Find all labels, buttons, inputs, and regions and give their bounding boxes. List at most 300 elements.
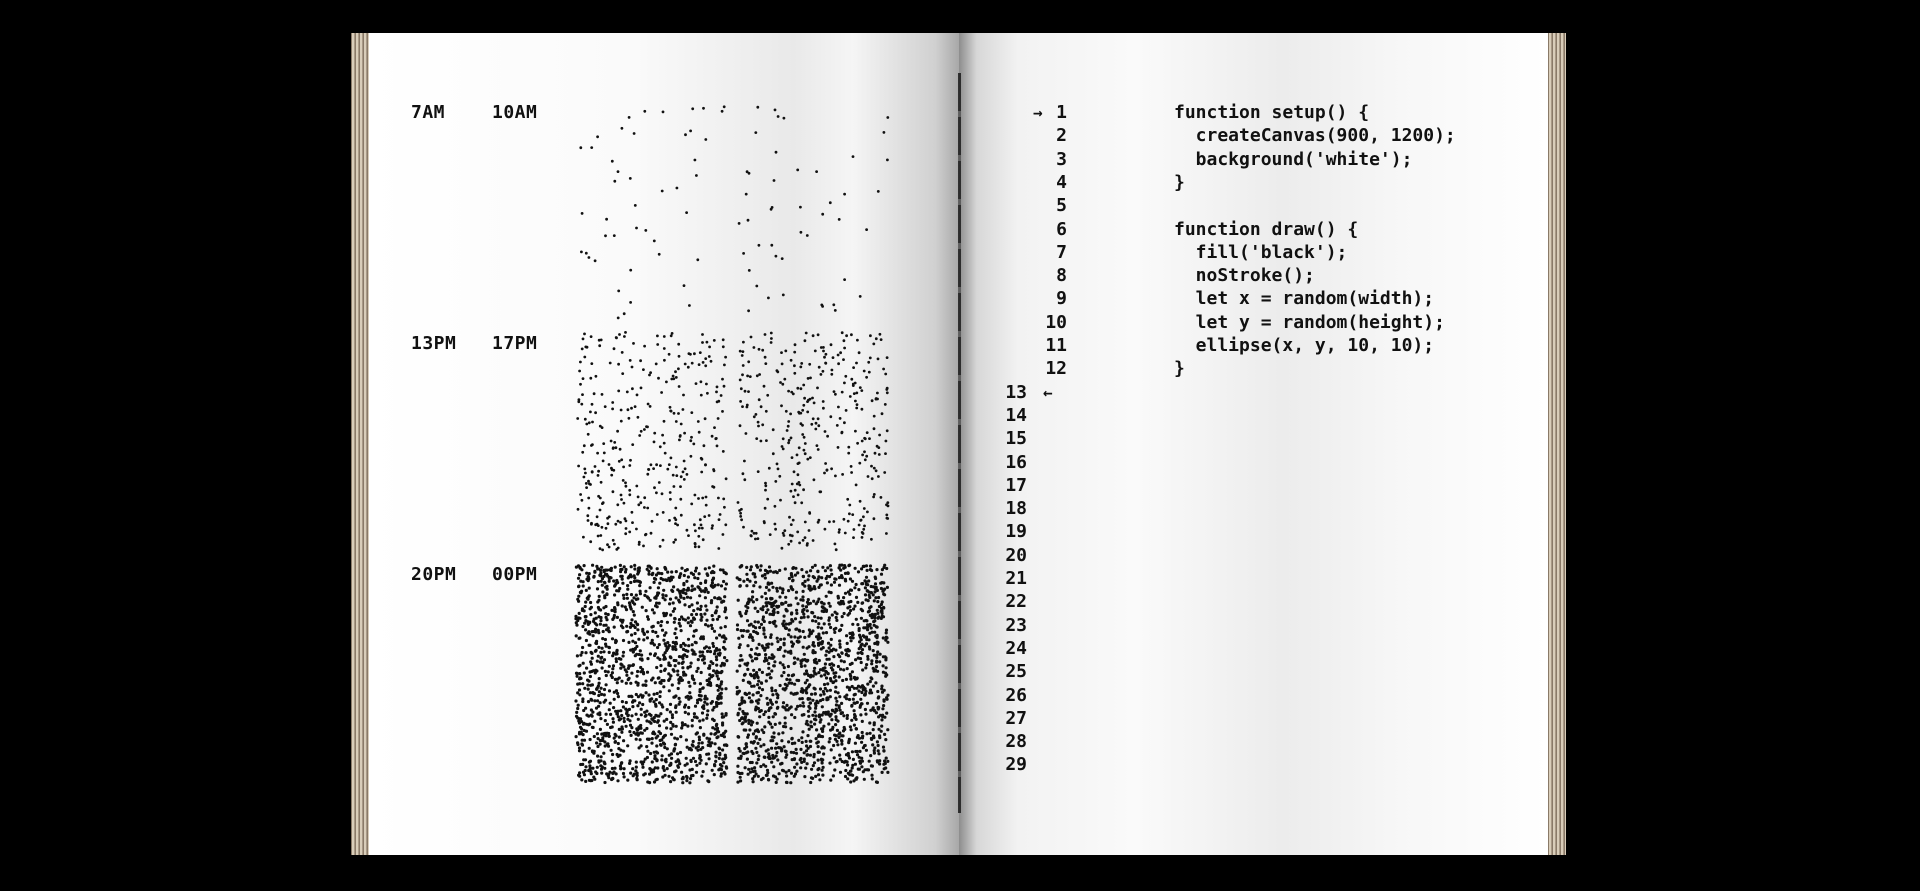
- dot: [876, 690, 879, 693]
- dot: [621, 727, 624, 730]
- dot: [802, 705, 805, 708]
- dot: [598, 595, 601, 598]
- dot: [678, 590, 681, 593]
- dot: [737, 747, 740, 750]
- dot: [796, 169, 799, 172]
- dot: [838, 704, 841, 707]
- dot: [668, 677, 671, 680]
- dot: [577, 600, 580, 603]
- dot: [591, 564, 594, 567]
- dot: [604, 643, 607, 646]
- dot: [757, 691, 760, 694]
- dot: [755, 735, 758, 738]
- dot: [624, 708, 627, 711]
- dot: [638, 434, 641, 437]
- dot: [763, 660, 766, 663]
- dot: [767, 716, 770, 719]
- dot: [635, 766, 638, 769]
- dot: [631, 366, 634, 369]
- dot: [635, 528, 638, 531]
- dot: [785, 781, 788, 784]
- dot: [681, 666, 684, 669]
- dot: [877, 715, 880, 718]
- dot: [841, 615, 844, 618]
- dot: [699, 582, 702, 585]
- dot: [768, 565, 771, 568]
- dot: [757, 775, 760, 778]
- dot: [658, 724, 661, 727]
- dot: [722, 580, 725, 583]
- dot: [603, 762, 606, 765]
- dot: [775, 742, 778, 745]
- dot: [847, 772, 850, 775]
- dot: [755, 413, 758, 416]
- dot: [651, 732, 654, 735]
- dot: [702, 718, 705, 721]
- dot: [673, 412, 676, 415]
- dot: [855, 583, 858, 586]
- dot: [632, 610, 635, 613]
- dot: [878, 453, 881, 456]
- dot: [771, 693, 774, 696]
- dot: [838, 695, 841, 698]
- dot: [849, 636, 852, 639]
- dot: [596, 135, 599, 138]
- dot: [601, 590, 604, 593]
- dot: [620, 714, 623, 717]
- dot: [649, 371, 652, 374]
- dot: [855, 618, 858, 621]
- dot: [790, 490, 793, 493]
- dot: [696, 701, 699, 704]
- dot: [800, 362, 803, 365]
- dot: [798, 629, 801, 632]
- dot: [775, 754, 778, 757]
- dot: [650, 463, 653, 466]
- dot: [620, 663, 623, 666]
- dot: [677, 662, 680, 665]
- dot: [826, 469, 829, 472]
- dot: [796, 705, 799, 708]
- dot: [839, 351, 842, 354]
- dot: [766, 703, 769, 706]
- dot: [612, 447, 615, 450]
- dot: [620, 498, 623, 501]
- dot: [770, 208, 773, 211]
- dot: [711, 570, 714, 573]
- dot: [805, 605, 808, 608]
- dot: [695, 629, 698, 632]
- dot: [577, 400, 580, 403]
- dot: [631, 664, 634, 667]
- dot: [659, 624, 662, 627]
- dot: [816, 444, 819, 447]
- dot: [738, 578, 741, 581]
- dot: [588, 507, 591, 510]
- dot: [625, 527, 628, 530]
- dot: [584, 651, 587, 654]
- dot: [787, 651, 790, 654]
- dot: [615, 446, 618, 449]
- dot: [582, 584, 585, 587]
- dot: [858, 768, 861, 771]
- dot: [870, 659, 873, 662]
- dot: [745, 610, 748, 613]
- dot: [615, 589, 618, 592]
- dot: [741, 716, 744, 719]
- dot: [799, 621, 802, 624]
- dot: [682, 408, 685, 411]
- dot: [649, 768, 652, 771]
- dot: [873, 415, 876, 418]
- dot: [721, 410, 724, 413]
- dot: [597, 705, 600, 708]
- dot: [806, 734, 809, 737]
- dot: [696, 749, 699, 752]
- dot: [804, 442, 807, 445]
- dot: [697, 420, 700, 423]
- dot: [656, 335, 659, 338]
- dot: [811, 397, 814, 400]
- dot: [844, 532, 847, 535]
- dot: [804, 681, 807, 684]
- dot: [617, 547, 620, 550]
- dot: [761, 423, 764, 426]
- dot: [760, 405, 763, 408]
- dot: [819, 637, 822, 640]
- dot: [580, 590, 583, 593]
- dot: [578, 612, 581, 615]
- dot: [849, 600, 852, 603]
- dot: [649, 752, 652, 755]
- dot: [758, 244, 761, 247]
- dot: [628, 531, 631, 534]
- dot: [792, 751, 795, 754]
- dot: [799, 757, 802, 760]
- dot: [851, 685, 854, 688]
- dot: [715, 724, 718, 727]
- dot: [600, 566, 603, 569]
- dot: [645, 691, 648, 694]
- dot: [651, 639, 654, 642]
- dot: [817, 575, 820, 578]
- dot: [795, 597, 798, 600]
- dot: [611, 160, 614, 163]
- dot: [818, 733, 821, 736]
- dot: [588, 747, 591, 750]
- dot: [701, 654, 704, 657]
- dot: [812, 600, 815, 603]
- dot: [787, 674, 790, 677]
- dot: [868, 624, 871, 627]
- dot: [768, 467, 771, 470]
- dot: [811, 566, 814, 569]
- dot: [873, 723, 876, 726]
- dot: [792, 673, 795, 676]
- dot: [787, 622, 790, 625]
- dot: [725, 765, 728, 768]
- dot: [648, 781, 651, 784]
- dot: [706, 392, 709, 395]
- dot: [604, 569, 607, 572]
- dot: [699, 682, 702, 685]
- dot: [693, 352, 696, 355]
- dot: [699, 613, 702, 616]
- dot: [714, 742, 717, 745]
- dot: [592, 776, 595, 779]
- dot: [748, 636, 751, 639]
- dot: [845, 653, 848, 656]
- dot: [649, 586, 652, 589]
- dot: [862, 515, 865, 518]
- dot: [842, 714, 845, 717]
- dot: [578, 664, 581, 667]
- dot: [815, 422, 818, 425]
- dot: [635, 738, 638, 741]
- dot: [775, 701, 778, 704]
- dot: [804, 767, 807, 770]
- dot: [830, 718, 833, 721]
- dot: [784, 596, 787, 599]
- dot: [587, 480, 590, 483]
- dot: [658, 481, 661, 484]
- dot: [885, 636, 888, 639]
- dot: [717, 671, 720, 674]
- dot: [739, 643, 742, 646]
- dot: [670, 457, 673, 460]
- dot: [738, 664, 741, 667]
- dot: [862, 626, 865, 629]
- dot: [713, 339, 716, 342]
- code-line: }: [1174, 358, 1185, 380]
- dot: [783, 378, 786, 381]
- dot: [776, 640, 779, 643]
- dot: [720, 680, 723, 683]
- dot: [633, 614, 636, 617]
- dot: [859, 698, 862, 701]
- dot: [577, 508, 580, 511]
- dot: [645, 719, 648, 722]
- dot: [710, 360, 713, 363]
- dot: [881, 412, 884, 415]
- dot: [834, 723, 837, 726]
- dot: [715, 664, 718, 667]
- dot: [822, 370, 825, 373]
- dot: [628, 417, 631, 420]
- dot: [873, 654, 876, 657]
- dot: [654, 631, 657, 634]
- dot: [863, 778, 866, 781]
- dot: [800, 616, 803, 619]
- dot: [835, 619, 838, 622]
- dot: [589, 540, 592, 543]
- dot: [822, 631, 825, 634]
- dot: [583, 333, 586, 336]
- dot: [849, 769, 852, 772]
- line-number: 2: [1056, 125, 1067, 147]
- dot: [611, 753, 614, 756]
- dot: [702, 538, 705, 541]
- dot: [881, 568, 884, 571]
- dot: [749, 568, 752, 571]
- dot: [772, 765, 775, 768]
- dot: [864, 593, 867, 596]
- dot: [769, 597, 772, 600]
- dot: [636, 772, 639, 775]
- dot: [736, 713, 739, 716]
- line-number: 28: [1005, 731, 1027, 753]
- dot: [704, 623, 707, 626]
- dot: [774, 723, 777, 726]
- dot: [791, 758, 794, 761]
- dot: [793, 470, 796, 473]
- dot: [673, 617, 676, 620]
- dot: [668, 602, 671, 605]
- dot: [716, 605, 719, 608]
- dot: [659, 670, 662, 673]
- dot: [859, 651, 862, 654]
- dot: [587, 497, 590, 500]
- dot: [798, 542, 801, 545]
- dot: [619, 619, 622, 622]
- dot: [694, 159, 697, 162]
- dot: [703, 701, 706, 704]
- dot: [612, 664, 615, 667]
- dot: [621, 604, 624, 607]
- dot: [583, 722, 586, 725]
- dot: [813, 723, 816, 726]
- dot: [795, 752, 798, 755]
- dot: [629, 269, 632, 272]
- dot: [855, 392, 858, 395]
- dot: [688, 304, 691, 307]
- dot: [646, 595, 649, 598]
- dot: [801, 582, 804, 585]
- dot: [884, 675, 887, 678]
- dot: [656, 692, 659, 695]
- dot: [625, 625, 628, 628]
- dot: [824, 662, 827, 665]
- dot: [769, 570, 772, 573]
- dot: [595, 669, 598, 672]
- dot: [790, 359, 793, 362]
- dot: [774, 689, 777, 692]
- dot: [878, 434, 881, 437]
- dot: [882, 749, 885, 752]
- dot: [809, 589, 812, 592]
- dot: [583, 687, 586, 690]
- dot: [800, 568, 803, 571]
- dot: [854, 658, 857, 661]
- dot: [605, 218, 608, 221]
- dot: [885, 631, 888, 634]
- dot: [864, 744, 867, 747]
- dot: [843, 518, 846, 521]
- dot: [617, 747, 620, 750]
- dot: [579, 726, 582, 729]
- dot: [813, 672, 816, 675]
- dot: [603, 581, 606, 584]
- dot: [603, 596, 606, 599]
- dot: [787, 740, 790, 743]
- dot: [621, 578, 624, 581]
- row3-dot-panel-a: [574, 563, 729, 785]
- dot: [834, 611, 837, 614]
- dot: [637, 416, 640, 419]
- dot: [766, 608, 769, 611]
- dot: [854, 750, 857, 753]
- dot: [841, 679, 844, 682]
- dot: [590, 335, 593, 338]
- dot: [864, 666, 867, 669]
- dot: [635, 761, 638, 764]
- dot: [648, 773, 651, 776]
- dot: [722, 345, 725, 348]
- dot: [871, 743, 874, 746]
- dot: [752, 732, 755, 735]
- dot: [765, 410, 768, 413]
- dot: [780, 351, 783, 354]
- dot: [815, 741, 818, 744]
- dot: [686, 725, 689, 728]
- dot: [882, 655, 885, 658]
- dot: [802, 646, 805, 649]
- dot: [583, 468, 586, 471]
- line-number: 11: [1045, 335, 1067, 356]
- dot: [601, 526, 604, 529]
- dot: [852, 155, 855, 158]
- dot: [778, 595, 781, 598]
- dot: [630, 734, 633, 737]
- dot: [657, 377, 660, 380]
- dot: [725, 659, 728, 662]
- dot: [795, 708, 798, 711]
- dot: [833, 390, 836, 393]
- dot: [781, 383, 784, 386]
- dot: [591, 683, 594, 686]
- dot: [719, 652, 722, 655]
- dot: [757, 425, 760, 428]
- dot: [846, 686, 849, 689]
- dot: [838, 566, 841, 569]
- dot: [738, 646, 741, 649]
- dot: [746, 662, 749, 665]
- dot: [800, 422, 803, 425]
- dot: [837, 362, 840, 365]
- dot: [692, 678, 695, 681]
- dot: [591, 403, 594, 406]
- dot: [616, 681, 619, 684]
- dot: [583, 750, 586, 753]
- dot: [683, 432, 686, 435]
- dot: [777, 732, 780, 735]
- dot: [745, 743, 748, 746]
- dot: [867, 768, 870, 771]
- dot: [829, 715, 832, 718]
- dot: [691, 649, 694, 652]
- dot: [834, 738, 837, 741]
- dot: [679, 751, 682, 754]
- dot: [600, 687, 603, 690]
- dot: [886, 159, 889, 162]
- dot: [653, 693, 656, 696]
- dot: [691, 674, 694, 677]
- dot: [784, 750, 787, 753]
- dot: [598, 690, 601, 693]
- dot: [852, 698, 855, 701]
- dot: [822, 400, 825, 403]
- dot: [869, 709, 872, 712]
